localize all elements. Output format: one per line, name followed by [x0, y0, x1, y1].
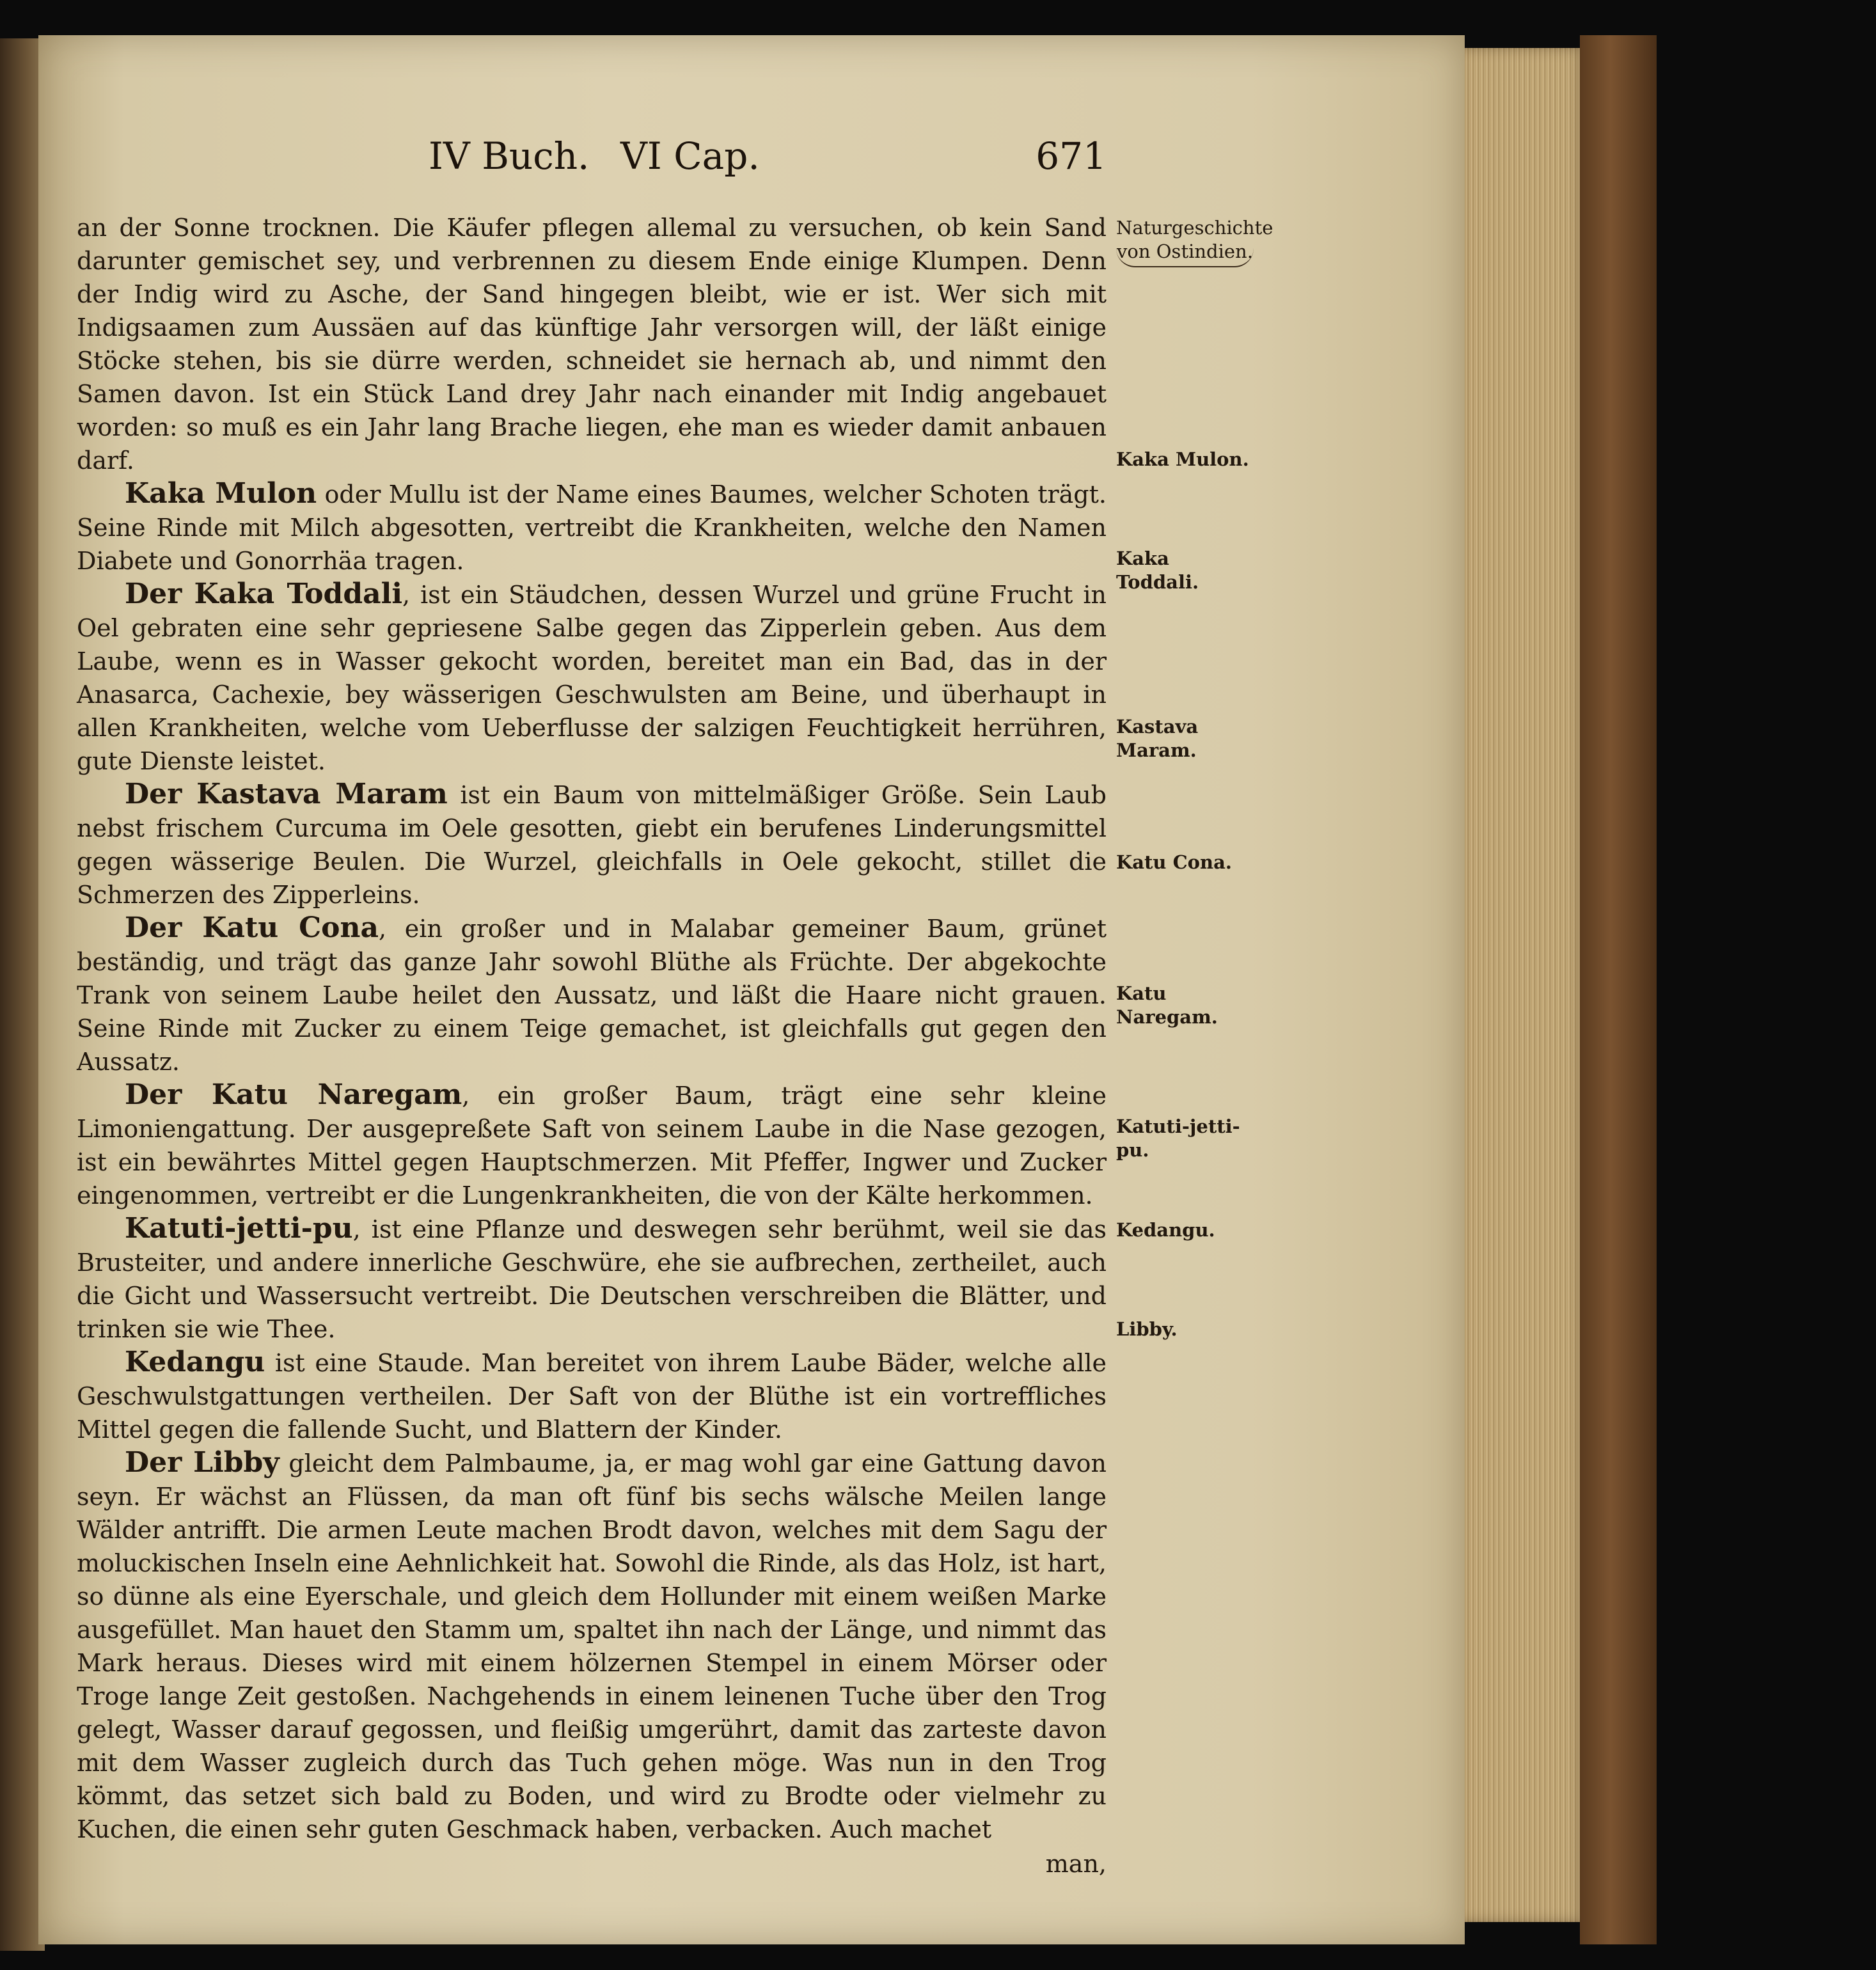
paragraph — [77, 778, 1107, 911]
paragraph-text: , ein großer und in Malabar gemeiner Baum, grünet beständig, und trägt das ganze Jahr sowohl Blüthe als Früchte. Der abgekochte Trank von seinem Laube heilet den Aussatz, und läßt die Haare nicht grauen. Seine Rinde mit Zucker zu einem Teige gemachet, ist gleichfalls gut gegen den Aussatz. — [77, 915, 1107, 1076]
paragraph — [77, 1078, 1107, 1212]
entry-term: Kedangu — [125, 1346, 265, 1378]
paragraph — [77, 1346, 1107, 1446]
entry-term: Kaka Mulon — [125, 477, 317, 510]
running-header — [429, 134, 1107, 192]
paragraph — [77, 911, 1107, 1078]
book-cover-right — [1580, 35, 1657, 1944]
paragraph-text: gleicht dem Palmbaume, ja, er mag wohl gar eine Gattung davon seyn. Er wächst an Flüssen, da man oft fünf bis sechs wälsche Meilen lange Wälder antrifft. Die armen Leute machen Brodt davon, welches mit dem Sagu der moluckischen Inseln eine Aehnlichkeit hat. Sowohl die Rinde, als das Holz, ist hart, so dünne als eine Eyerschale, und gleich dem Hollunder mit einem weißen Marke ausgefüllet. Man hauet den Stamm um, spaltet ihn nach der Länge, und nimmt das Mark heraus. Dieses wird mit einem hölzernen Stempel in einem Mörser oder Troge lange Zeit gestoßen. Nachgehends in einem leinenen Tuche über den Trog gelegt, Wasser darauf gegossen, und fleißig umgerührt, damit das zarteste davon mit dem Wasser zugleich durch das Tuch gehen möge. Was nun in den Trog kömmt, das setzet sich bald zu Boden, und wird zu Brodte oder vielmehr zu Kuchen, die einen sehr guten Geschmack haben, verbacken. Auch machet — [77, 1449, 1107, 1843]
margin-note: Kaka Toddali. — [1116, 548, 1199, 593]
paragraph — [77, 1212, 1107, 1346]
margin-note: Libby. — [1116, 1318, 1178, 1340]
paragraph-text: , ist eine Pflanze und deswegen sehr berühmt, weil sie das Brusteiter, und andere innerliche Geschwüre, ehe sie aufbrechen, zertheilet, auch die Gicht und Wassersucht vertreibt. Die Deutschen verschreiben die Blätter, und trinken sie wie Thee. — [77, 1215, 1107, 1343]
margin-note: Kastava Maram. — [1116, 716, 1199, 761]
page-edges — [1465, 48, 1586, 1922]
entry-term: Der Libby — [125, 1446, 280, 1479]
margin-note: Kedangu. — [1116, 1219, 1215, 1241]
entry-term: Katuti-jetti-pu — [125, 1212, 353, 1245]
main-text — [77, 211, 1107, 1880]
paragraph — [77, 477, 1107, 578]
paragraph-text: oder Mullu ist der Name eines Baumes, welcher Schoten trägt. Seine Rinde mit Milch abgesotten, vertreibt die Krankheiten, welche den Namen Diabete und Gonorrhäa tragen. — [77, 480, 1107, 575]
margin-note: Katuti-jetti-pu. — [1116, 1115, 1240, 1161]
paragraph-text: , ist ein Stäudchen, dessen Wurzel und grüne Frucht in Oel gebraten eine sehr gepriesene Salbe gegen das Zipperlein geben. Aus dem Laube, wenn es in Wasser gekocht worden, bereitet man ein Bad, das in der Anasarca, Cachexie, bey wässerigen Geschwulsten am Beine, und überhaupt in allen Krankheiten, welche vom Ueberflusse der salzigen Feuchtigkeit herrühren, gute Dienste leistet. — [77, 581, 1107, 775]
entry-term: Der Kastava Maram — [125, 778, 448, 810]
entry-term: Der Katu Naregam — [125, 1078, 462, 1111]
margin-note: Katu Naregam. — [1116, 982, 1218, 1028]
margin-note: Naturgeschichte von Ostindien. — [1116, 216, 1254, 267]
margin-note: Kaka Mulon. — [1116, 448, 1249, 470]
catchword: man, — [1045, 1850, 1107, 1878]
paragraph-text: an der Sonne trocknen. Die Käufer pflegen allemal zu versuchen, ob kein Sand darunter gemischet sey, und verbrennen zu diesem Ende einige Klumpen. Denn der Indig wird zu Asche, der Sand hingegen bleibt, wie er ist. Wer sich mit Indigsaamen zum Aussäen auf das künftige Jahr versorgen will, der läßt einige Stöcke stehen, bis sie dürre werden, schneidet sie hernach ab, und nimmt den Samen davon. Ist ein Stück Land drey Jahr nach einander mit Indig angebauet worden: so muß es ein Jahr lang Brache liegen, ehe man es wieder damit anbauen darf. — [77, 214, 1107, 475]
margin-note: Katu Cona. — [1116, 851, 1232, 873]
entry-term: Der Kaka Toddali — [125, 578, 403, 610]
paragraph-text: ist ein Baum von mittelmäßiger Größe. Sein Laub nebst frischem Curcuma im Oele gesotten, giebt ein berufenes Linderungsmittel gegen wässerige Beulen. Die Wurzel, gleichfalls in Oele gekocht, stillet die Schmerzen des Zipperleins. — [77, 781, 1107, 909]
paragraph — [77, 211, 1107, 477]
paragraph-text: , ein großer Baum, trägt eine sehr kleine Limoniengattung. Der ausgepreßete Saft von seinem Laube in die Nase gezogen, ist ein bewährtes Mittel gegen Hauptschmerzen. Mit Pfeffer, Ingwer und Zucker eingenommen, vertreibt er die Lungenkrankheiten, die von der Kälte herkommen. — [77, 1082, 1107, 1210]
entry-term: Der Katu Cona — [125, 911, 379, 944]
paragraph — [77, 578, 1107, 778]
paragraph-text: ist eine Staude. Man bereitet von ihrem Laube Bäder, welche alle Geschwulstgattungen vertheilen. Der Saft von der Blüthe ist ein vortreffliches Mittel gegen die fallende Sucht, und Blattern der Kinder. — [77, 1349, 1107, 1444]
header-book: IV Buch. — [429, 134, 590, 178]
paragraph — [77, 1446, 1107, 1846]
page-number: 671 — [1036, 134, 1107, 178]
header-chapter: VI Cap. — [620, 134, 760, 178]
